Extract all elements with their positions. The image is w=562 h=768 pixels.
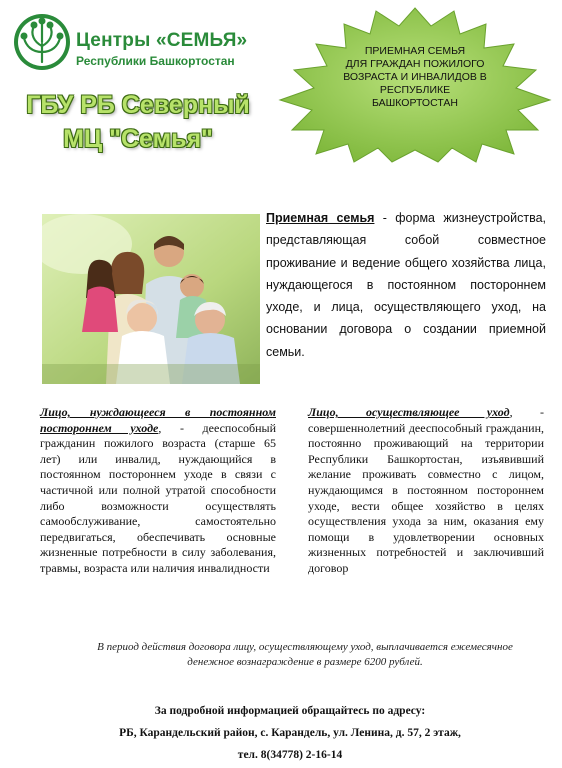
logo-subtitle: Республики Башкортостан xyxy=(76,54,235,68)
left-column-text: , - дееспособный гражданин пожилого возраста (старше 65 лет) или инвалид, нуждающийся в постоянном постороннем уходе в связи с частичной или полной утратой способности либо возможности осуществлять самообслуживание, самостоятельно передвигаться, обеспечивать основные жизненные потребности в силу заболевания, травмы, возраста или наличия инвалидности xyxy=(40,420,276,575)
right-column-paragraph xyxy=(308,405,544,577)
family-photo xyxy=(42,214,260,384)
right-column-text: , - совершеннолетний дееспособный гражданин, постоянно проживающий на территории Республики Башкортостан, изъявивший желание проживать совместно с лицом, нуждающимся в постоянном постороннем уходе, вести общее хозяйство в целях осуществления ухода за ним, оказания ему помощи в удовлетворении основных жизненных потребностей и заключивший договор xyxy=(308,405,545,575)
organization-title-line-2: МЦ "Семья" xyxy=(63,125,213,153)
contact-heading: За подробной информацией обращайтесь по адресу: xyxy=(154,705,426,717)
contact-phone: тел. 8(34778) 2-16-14 xyxy=(237,749,343,761)
badge-line: ДЛЯ ГРАЖДАН ПОЖИЛОГО xyxy=(345,58,485,70)
organization-title-line-1: ГБУ РБ Северный xyxy=(26,91,250,119)
definition-text: - форма жизнеустройства, представляющая собой совместное проживание и ведение общего хозяйства лица, нуждающегося в постоянном постороннем уходе, и лица, осуществляющего уход, на основании договора о создании приемной семьи. xyxy=(266,211,546,359)
badge-line: ПРИЕМНАЯ СЕМЬЯ xyxy=(364,45,466,57)
badge-line: ВОЗРАСТА И ИНВАЛИДОВ В xyxy=(343,71,487,83)
payment-note xyxy=(70,640,540,670)
left-column-term: Лицо, нуждающееся в постоянном постороннем уходе xyxy=(40,405,276,435)
right-column-term: Лицо, осуществляющее уход xyxy=(308,405,510,419)
payment-note-line-1: В период действия договора лицу, осуществляющему уход, выплачивается ежемесячное xyxy=(97,641,513,653)
contact-address: РБ, Карандельский район, с. Карандель, ул. Ленина, д. 57, 2 этаж, xyxy=(119,727,461,739)
left-column-paragraph xyxy=(40,405,276,577)
payment-note-line-2: денежное вознаграждение в размере 6200 рублей. xyxy=(187,656,423,668)
badge-text xyxy=(330,45,500,110)
definition-paragraph xyxy=(266,207,546,363)
logo xyxy=(12,12,252,74)
badge-line: РЕСПУБЛИКЕ xyxy=(379,84,451,96)
contact-info xyxy=(40,700,540,766)
definition-term: Приемная семья xyxy=(266,211,375,225)
organization-title xyxy=(18,88,258,156)
logo-title: Центры «СЕМЬЯ» xyxy=(76,30,248,51)
family-tree-logo-icon xyxy=(12,12,72,72)
badge-line: БАШКОРТОСТАН xyxy=(372,97,458,109)
